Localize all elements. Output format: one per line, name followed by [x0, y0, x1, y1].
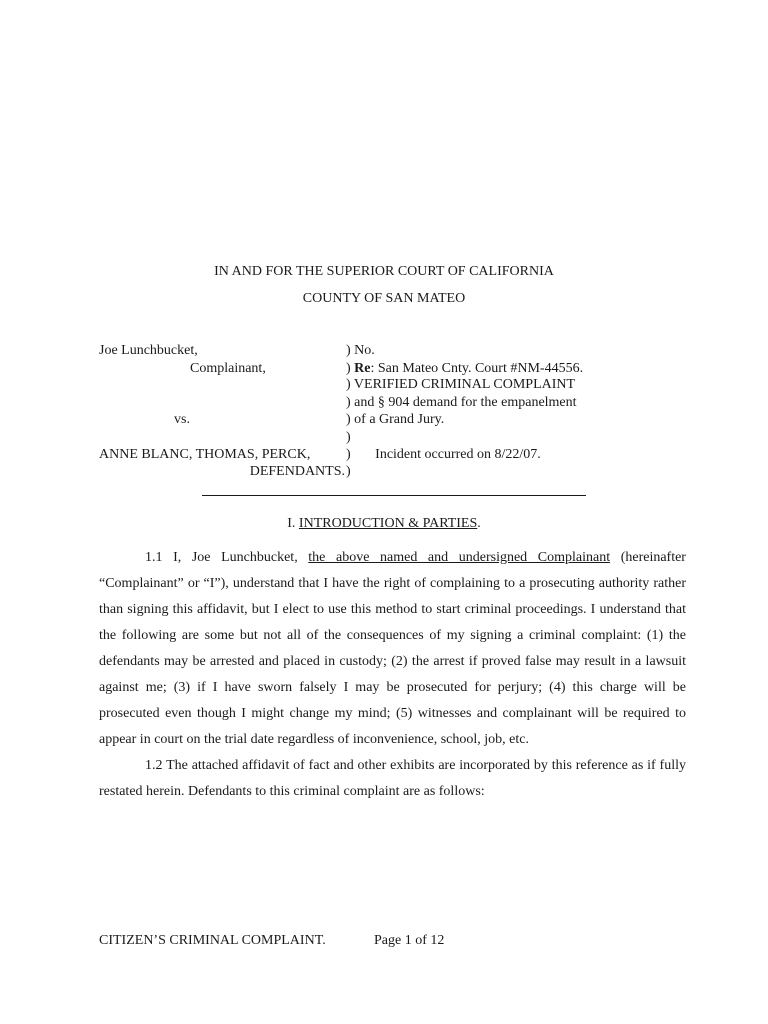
caption-line-1: ) No.	[346, 343, 375, 358]
caption-line-8: )	[346, 464, 351, 479]
caption-paren: )	[346, 361, 355, 376]
caption-divider	[202, 495, 586, 496]
body-text	[99, 545, 686, 805]
section-title: INTRODUCTION & PARTIES	[298, 516, 478, 531]
caption-line-6: )	[346, 430, 351, 445]
complainant-role: Complainant,	[190, 361, 266, 376]
court-title: IN AND FOR THE SUPERIOR COURT OF CALIFORNIA	[214, 264, 554, 279]
p1-rest: (hereinafter “Complainant” or “I”), understand that I have the right of complaining to a prosecuting authority rather than signing this affidavit, but I elect to use this method to start criminal proceedings. I understand that the following are some but not all of the consequences of my signing a criminal complaint: (1) the defendants may be arrested and placed in custody; (2) the arrest if proved false may result in a lawsuit against me; (3) if I have sworn falsely I may be prosecuted for perjury; (4) this charge will be prosecuted even though I might change my mind; (5) witnesses and complainant will be required to appear in court on the trial date regardless of inconvenience, school, job, etc.	[99, 550, 686, 747]
caption-line-3: ) VERIFIED CRIMINAL COMPLAINT	[346, 377, 576, 392]
caption-line-4: ) and § 904 demand for the empanelment	[346, 395, 577, 410]
court-number: : San Mateo Cnty. Court #NM-44556.	[370, 361, 584, 376]
versus-label: vs.	[174, 412, 190, 427]
defendants-label: DEFENDANTS.	[249, 464, 345, 479]
section-heading	[0, 516, 768, 532]
paragraph-1-1	[99, 545, 686, 753]
p1-underlined: the above named and undersigned Complainant	[308, 550, 611, 565]
p1-start: 1.1 I, Joe Lunchbucket,	[145, 550, 309, 565]
re-label: Re	[354, 361, 371, 376]
defendants-names: ANNE BLANC, THOMAS, PERCK,	[99, 447, 311, 462]
footer-page-number: Page 1 of 12	[374, 933, 445, 948]
complainant-name: Joe Lunchbucket,	[99, 343, 198, 358]
section-title-end: .	[477, 516, 481, 531]
section-number: I.	[287, 516, 299, 531]
county-title: COUNTY OF SAN MATEO	[302, 291, 466, 306]
caption-line-2	[346, 361, 583, 377]
caption-line-7: ) Incident occurred on 8/22/07.	[346, 447, 541, 462]
footer-title: CITIZEN’S CRIMINAL COMPLAINT.	[99, 933, 326, 948]
caption-line-5: ) of a Grand Jury.	[346, 412, 445, 427]
paragraph-1-2: 1.2 The attached affidavit of fact and other exhibits are incorporated by this reference as if fully restated herein. Defendants to this criminal complaint are as follows:	[99, 758, 686, 799]
